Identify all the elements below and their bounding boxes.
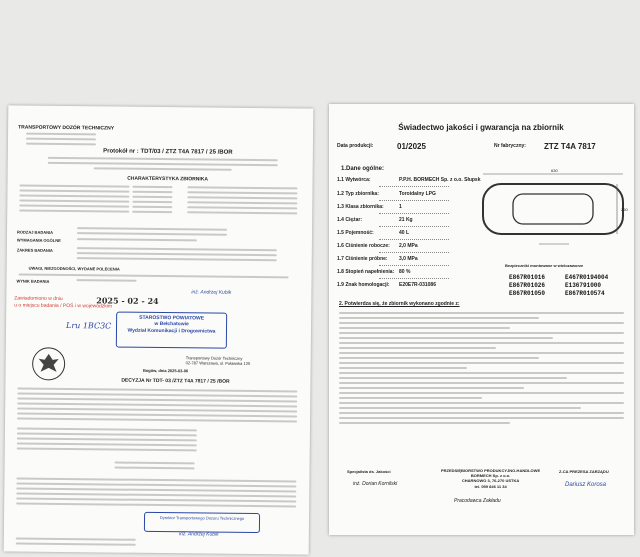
field-label: 1.8 Stopień napełnienia: [337, 269, 395, 275]
code: E467R0194004 [565, 274, 609, 281]
protocol-number: Protokół nr : TDT/03 / ZTZ T4A 7817 / 25 /BOR [103, 148, 233, 156]
company-stamp: PRZEDSIĘBIORSTWO PRODUKCYJNO-HANDLOWE BORMECH Sp. z o.o. CHARNOWO 3, 76-270 USTKA tel. 059 846 11 34 [441, 468, 541, 489]
field-label: 1.Dane ogólne: [341, 166, 385, 172]
field-value: 1 [399, 204, 402, 210]
field-value: Toroidalny LPG [399, 191, 436, 197]
code: E867R01026 [509, 282, 546, 290]
decision-footer [16, 478, 296, 511]
dim-width: 630 [551, 168, 558, 173]
signature-line: inż. Andrzej Kubik [191, 289, 232, 296]
decision-body [17, 388, 297, 426]
dim-height: 260 [621, 207, 628, 212]
signer-3-title: Z-CA PREZESA ZARZĄDU [559, 469, 609, 474]
production-date-value: 01/2025 [397, 142, 426, 151]
serial-label: Nr fabryczny: [494, 143, 526, 149]
handwritten-place: Lru 1BC3C [65, 321, 112, 331]
char-labels [19, 185, 129, 216]
bodies-value [77, 227, 227, 239]
field-value: 3,0 MPa [399, 256, 418, 262]
handwritten-date: 2025 - 02 - 24 [96, 295, 159, 306]
label-scope: ZAKRES BADANIA [16, 247, 53, 253]
right-document [329, 104, 634, 535]
field-value: 2,0 MPa [399, 243, 418, 249]
decision-items [17, 428, 197, 455]
code: E867R010574 [565, 290, 605, 298]
certificate-title: Świadectwo jakości i gwarancja na zbiornik [398, 123, 564, 132]
protocol-intro [48, 157, 278, 171]
footer-notes [16, 538, 136, 549]
left-document [4, 105, 314, 554]
field-label: 1.6 Ciśnienie robocze: [337, 243, 390, 249]
code: E867R01016 [509, 274, 546, 281]
codes-title: Bezpieczniki montowane w wielozaworze [505, 263, 584, 268]
field-label: 1.2 Typ zbiornika: [337, 191, 379, 197]
director-stamp: Dyrektor Transportowego Dozoru Technicznego [144, 512, 260, 533]
decision-date: Bogów, dnia 2025-03-06 [142, 367, 189, 374]
header-address [26, 133, 96, 149]
field-label: 1.1 Wytwórca: [337, 177, 371, 183]
code: E136791000 [565, 282, 602, 290]
field-value: E20E7R-031086 [399, 282, 436, 288]
field-value: 80 % [399, 269, 411, 275]
red-notice: Zawiadomiono w dniu u o miejscu badania / POŚ i w wojewódzkim [14, 295, 113, 310]
label-result: WYNIK BADANIA [16, 278, 50, 284]
field-label: 1.4 Ciężar: [337, 217, 363, 223]
scope-value [77, 247, 277, 264]
field-value: 40 L [399, 230, 410, 236]
field-value: P.P.H. BORMECH Sp. z o.o. Słupsk [399, 177, 481, 183]
result-value [76, 279, 136, 285]
header-office: TRANSPORTOWY DOZÓR TECHNICZNY [18, 124, 115, 132]
signer-1-title: Specjalista ds. Jakości [347, 469, 391, 474]
signer-1-person: inż. Dorian Kornilski [353, 481, 398, 487]
remarks-lines [19, 274, 289, 282]
section-2-body [339, 312, 624, 427]
label-bodies: RODZAJ BADANIA [16, 229, 54, 235]
codes-col-right [565, 274, 608, 298]
field-label: 1.9 Znak homologacji: [337, 282, 390, 288]
eagle-emblem-icon [30, 346, 66, 384]
director-signature: inż. Andrzej Kubik [178, 531, 219, 538]
label-requirements: WYMAGANIA OGÓLNE [16, 237, 61, 243]
serial-value: ZTZ T4A 7817 [544, 142, 596, 151]
field-value: 21 Kg [399, 217, 413, 223]
county-stamp: STAROSTWO POWIATOWE w Bełchatowie Wydział Komunikacji i Drogownictwa [116, 312, 227, 349]
signer-3-person: Dariusz Korosa [565, 482, 607, 488]
signer-2-person: Pracodawca Zakładu [454, 498, 501, 504]
field-label: 1.3 Klasa zbiornika: [337, 204, 384, 210]
requirements-value [77, 238, 197, 244]
label-remarks: UWAGI, NIEZGODNOŚCI, WYDANE POLECENIA [28, 265, 120, 272]
char-title: CHARAKTERYSTYKA ZBIORNIKA [127, 175, 208, 183]
char-values [132, 186, 172, 216]
field-label: 1.7 Ciśnienie próbne: [337, 256, 388, 262]
char-values-right [187, 186, 297, 217]
decision-sign [115, 462, 195, 473]
section-2-title: 2. Potwierdza się, że zbiornik wykonano zgodnie z: [339, 301, 460, 307]
code: E867R01050 [509, 290, 546, 298]
field-label: 1.5 Pojemność: [337, 230, 374, 236]
decision-number: DECYZJA Nr TDT- 03 /ZTZ T4A 7817 / 25 /BOR [121, 377, 230, 385]
tank-drawing [479, 164, 629, 259]
codes-col-left [509, 274, 545, 298]
office-address: Transportowy Dozór Techniczny 02-787 Warszawa, ul. Puławska 125 [185, 355, 251, 367]
production-date-label: Data produkcji: [337, 143, 374, 149]
